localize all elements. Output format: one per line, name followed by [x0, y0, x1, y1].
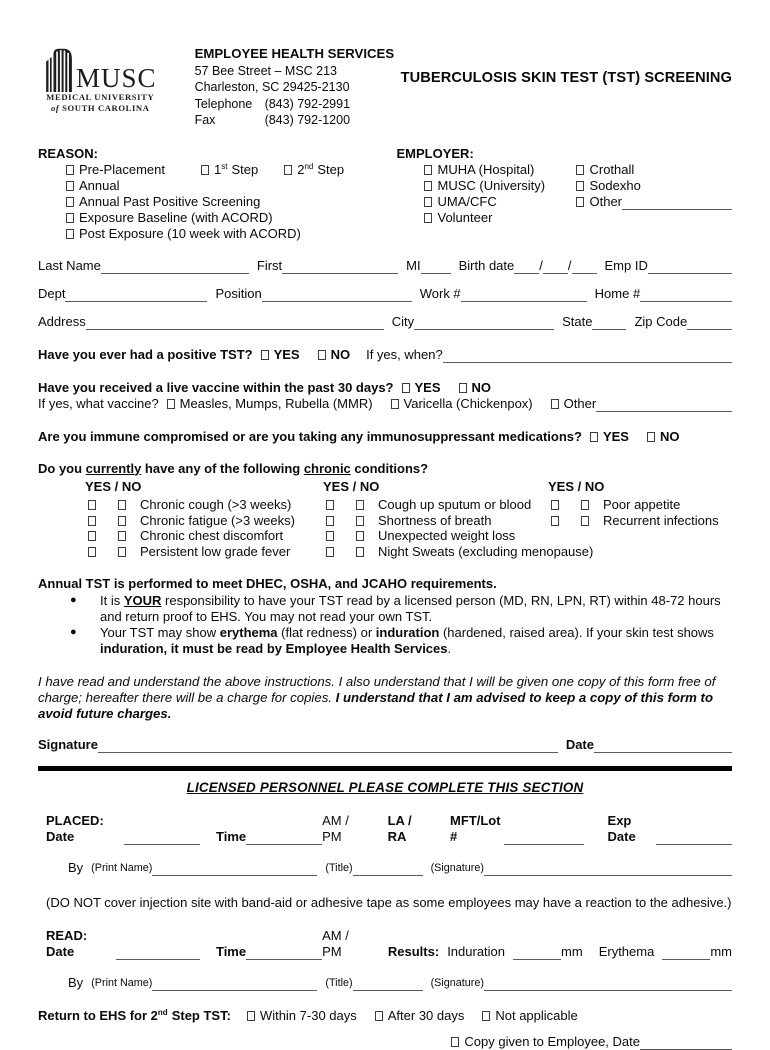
- page-title: TUBERCULOSIS SKIN TEST (TST) SCREENING: [400, 70, 732, 86]
- department-name: EMPLOYEE HEALTH SERVICES: [194, 46, 395, 61]
- checkbox-sputum-yes[interactable]: [326, 500, 334, 510]
- mi-field[interactable]: [421, 259, 451, 274]
- yes-no-header-2: YES / NO: [323, 478, 380, 494]
- checkbox-cough-yes[interactable]: [88, 500, 96, 510]
- checkbox-appetite-yes[interactable]: [551, 500, 559, 510]
- checkbox-fever-yes[interactable]: [88, 547, 96, 557]
- checkbox-mmr[interactable]: [167, 399, 175, 409]
- question-positive-tst: Have you ever had a positive TST? YES NO If yes, when?: [38, 347, 732, 363]
- checkbox-chest-no[interactable]: [118, 531, 126, 541]
- return-row: [38, 1008, 732, 1024]
- option-within-days: Within 7-30 days: [247, 1008, 357, 1024]
- option-musc: MUSC (University): [424, 178, 576, 194]
- bullet-dot-icon: ●: [70, 626, 77, 638]
- option-exposure-baseline: Exposure Baseline (with ACORD): [38, 210, 396, 226]
- checkbox-not-applicable[interactable]: [482, 1011, 490, 1021]
- checkbox-musc[interactable]: [424, 181, 432, 191]
- vaccine-other-field[interactable]: [596, 397, 732, 412]
- checkbox-2nd-step[interactable]: [284, 165, 292, 175]
- checkbox-crothall[interactable]: [576, 165, 584, 175]
- checkbox-fever-no[interactable]: [118, 547, 126, 557]
- conditions-col-2: [323, 478, 594, 560]
- licensed-section-header: [38, 780, 732, 796]
- option-vaccine-no: NO: [459, 380, 492, 396]
- checkbox-post-exposure[interactable]: [66, 229, 74, 239]
- read-by-row: By (Print Name) (Title) (Signature): [38, 975, 732, 991]
- option-muha: MUHA (Hospital): [424, 162, 576, 178]
- checkbox-fatigue-no[interactable]: [118, 516, 126, 526]
- option-positive-no: NO: [318, 347, 351, 363]
- fax-line: Fax (843) 792-1200: [194, 113, 351, 127]
- signature-date-field[interactable]: [594, 738, 732, 753]
- fax-number: (843) 792-1200: [264, 113, 351, 127]
- dept-field[interactable]: [65, 287, 207, 302]
- logo-acronym: MUSC: [76, 63, 157, 93]
- signature-row: Signature Date: [38, 737, 732, 753]
- checkbox-employer-other[interactable]: [576, 197, 584, 207]
- licensed-section-title: LICENSED PERSONNEL PLEASE COMPLETE THIS SECTION: [186, 780, 584, 796]
- checkbox-immune-no[interactable]: [647, 432, 655, 442]
- home-number-field[interactable]: [640, 287, 732, 302]
- form-header: [38, 46, 732, 129]
- requirement-bullet-1: ● It is YOUR responsibility to have your TST read by a licensed person (MD, RN, LPN, RT) within 48-72 hours and return proof to EHS. You may not read your own TST.: [70, 593, 721, 624]
- musc-logo-top: [38, 46, 163, 92]
- yes-no-header-1: YES / NO: [85, 478, 142, 494]
- address-line-1: 57 Bee Street – MSC 213: [194, 63, 338, 78]
- position-field[interactable]: [262, 287, 412, 302]
- condition-row: Unexpected weight loss: [323, 528, 548, 544]
- question-what-vaccine: If yes, what vaccine? Measles, Mumps, Rubella (MMR) Varicella (Chickenpox) Other: [38, 396, 732, 412]
- checkbox-copy-given[interactable]: [451, 1037, 459, 1047]
- read-signature-field[interactable]: [484, 976, 732, 991]
- option-varicella: Varicella (Chickenpox): [391, 396, 533, 412]
- read-print-name-field[interactable]: [152, 976, 317, 991]
- checkbox-pre-placement[interactable]: [66, 165, 74, 175]
- musc-logo: [38, 46, 163, 114]
- checkbox-sweats-yes[interactable]: [326, 547, 334, 557]
- option-immune-yes: YES: [590, 429, 629, 445]
- logo-subtitle-2: of SOUTH CAROLINA: [51, 103, 150, 113]
- checkbox-muha[interactable]: [424, 165, 432, 175]
- birth-day-field[interactable]: [543, 259, 568, 274]
- employer-heading: EMPLOYER:: [396, 145, 474, 161]
- checkbox-varicella[interactable]: [391, 399, 399, 409]
- placed-time-field[interactable]: [246, 830, 322, 845]
- bullet-dot-icon: ●: [70, 594, 77, 606]
- employer-options-col1: [424, 162, 576, 226]
- checkbox-vaccine-no[interactable]: [459, 383, 467, 393]
- conditions-col-1: [85, 479, 323, 560]
- placed-print-name-field[interactable]: [152, 861, 317, 876]
- checkbox-infections-yes[interactable]: [551, 516, 559, 526]
- read-title-field[interactable]: [353, 976, 423, 991]
- exp-date-field[interactable]: [656, 830, 732, 845]
- employer-options-col2: [576, 162, 732, 226]
- employer-options: [396, 162, 732, 226]
- condition-row: Cough up sputum or blood: [323, 497, 548, 513]
- option-immune-no: NO: [647, 429, 680, 445]
- checkbox-positive-no[interactable]: [318, 350, 326, 360]
- question-live-vaccine: Have you received a live vaccine within the past 30 days? YES NO: [38, 379, 492, 395]
- checkbox-breath-yes[interactable]: [326, 516, 334, 526]
- condition-row: Chronic fatigue (>3 weeks): [85, 513, 323, 529]
- city-field[interactable]: [414, 315, 554, 330]
- checkbox-sodexho[interactable]: [576, 181, 584, 191]
- option-mmr: Measles, Mumps, Rubella (MMR): [167, 396, 373, 412]
- checkbox-volunteer[interactable]: [424, 213, 432, 223]
- checkbox-weight-no[interactable]: [356, 531, 364, 541]
- option-vaccine-other: Other: [551, 396, 597, 412]
- reason-heading: REASON:: [38, 145, 98, 161]
- reason-row-1: [38, 162, 396, 178]
- option-1st-step: 1st Step: [201, 162, 258, 178]
- option-after-days: After 30 days: [375, 1008, 465, 1024]
- checkbox-fatigue-yes[interactable]: [88, 516, 96, 526]
- signature-field[interactable]: [98, 738, 558, 753]
- read-row: READ: Date Time AM / PM Results: Induration mm Erythema mm: [46, 928, 732, 960]
- option-annual-past-positive: Annual Past Positive Screening: [38, 194, 396, 210]
- erythema-field[interactable]: [662, 945, 710, 960]
- checkbox-weight-yes[interactable]: [326, 531, 334, 541]
- checkbox-cough-no[interactable]: [118, 500, 126, 510]
- option-employer-other: Other: [576, 194, 732, 210]
- last-name-field[interactable]: [101, 259, 249, 274]
- employer-column: [396, 146, 732, 242]
- condition-row: Chronic cough (>3 weeks): [85, 497, 323, 513]
- requirements-heading: Annual TST is performed to meet DHEC, OSHA, and JCAHO requirements.: [38, 576, 497, 591]
- placed-signature-field[interactable]: [484, 861, 732, 876]
- option-post-exposure: Post Exposure (10 week with ACORD): [38, 226, 396, 242]
- placed-row: PLACED: Date Time AM / PM LA / RA MFT/Lot # Exp Date: [38, 813, 732, 845]
- checkbox-exposure-baseline[interactable]: [66, 213, 74, 223]
- read-date-field[interactable]: [116, 945, 200, 960]
- condition-row: Chronic chest discomfort: [85, 528, 323, 544]
- reason-employer-section: [38, 146, 732, 242]
- yes-no-header-3: YES / NO: [548, 478, 605, 494]
- ehs-address-block: [195, 46, 395, 129]
- option-vaccine-yes: YES: [402, 380, 441, 396]
- acknowledgement-paragraph: I have read and understand the above instructions. I also understand that I will be given one copy of this form free of charge; hereafter there will be a charge for copies. I understand that I am advised to keep a copy of this form to avoid future charges.: [38, 674, 716, 721]
- checkbox-annual-past-positive[interactable]: [66, 197, 74, 207]
- mft-lot-field[interactable]: [504, 830, 584, 845]
- emp-id-field[interactable]: [648, 259, 732, 274]
- first-name-field[interactable]: [282, 259, 398, 274]
- induration-field[interactable]: [513, 945, 561, 960]
- option-positive-yes: YES: [261, 347, 300, 363]
- copy-given-row: [38, 1034, 732, 1050]
- option-2nd-step: 2nd Step: [284, 162, 344, 178]
- requirement-bullet-2: ● Your TST may show erythema (flat redness) or induration (hardened, raised area). If your skin test shows induration, it must be read by Employee Health Services.: [70, 625, 714, 656]
- birth-month-field[interactable]: [514, 259, 539, 274]
- checkbox-sputum-no[interactable]: [356, 500, 364, 510]
- telephone-number: (843) 792-2991: [264, 96, 351, 111]
- placed-title-field[interactable]: [353, 861, 423, 876]
- demographics-row-name: Last Name First MI Birth date / / Emp ID: [38, 258, 732, 274]
- option-pre-placement: Pre-Placement: [66, 162, 165, 178]
- checkbox-infections-no[interactable]: [581, 516, 589, 526]
- option-copy-given: Copy given to Employee, Date: [451, 1034, 640, 1050]
- option-annual: Annual: [38, 178, 396, 194]
- placed-date-field[interactable]: [124, 830, 200, 845]
- checkbox-vaccine-yes[interactable]: [402, 383, 410, 393]
- demographics-row-address: Address City State Zip Code: [38, 314, 732, 330]
- checkbox-immune-yes[interactable]: [590, 432, 598, 442]
- section-divider: [38, 766, 732, 771]
- checkbox-positive-yes[interactable]: [261, 350, 269, 360]
- checkbox-after-days[interactable]: [375, 1011, 383, 1021]
- option-volunteer: Volunteer: [424, 210, 576, 226]
- conditions-col-3: [548, 479, 732, 560]
- demographics-row-dept: Dept Position Work # Home #: [38, 286, 732, 302]
- checkbox-vaccine-other[interactable]: [551, 399, 559, 409]
- read-time-field[interactable]: [246, 945, 322, 960]
- checkbox-uma-cfc[interactable]: [424, 197, 432, 207]
- placed-by-row: By (Print Name) (Title) (Signature): [38, 860, 732, 876]
- condition-row: Poor appetite: [548, 497, 732, 513]
- option-crothall: Crothall: [576, 162, 732, 178]
- work-number-field[interactable]: [461, 287, 587, 302]
- employer-other-field[interactable]: [622, 195, 732, 210]
- reason-column: [38, 146, 396, 242]
- option-sodexho: Sodexho: [576, 178, 732, 194]
- address-field[interactable]: [86, 315, 384, 330]
- condition-row: Shortness of breath: [323, 513, 548, 529]
- condition-row: Recurrent infections: [548, 513, 732, 529]
- option-uma-cfc: UMA/CFC: [424, 194, 576, 210]
- checkbox-breath-no[interactable]: [356, 516, 364, 526]
- birth-year-field[interactable]: [572, 259, 597, 274]
- condition-row: Night Sweats (excluding menopause): [323, 544, 548, 560]
- conditions-columns: [38, 479, 732, 560]
- copy-date-field[interactable]: [640, 1035, 732, 1050]
- address-line-2: Charleston, SC 29425-2130: [194, 80, 350, 94]
- musc-building-icon: [44, 46, 74, 92]
- checkbox-appetite-no[interactable]: [581, 500, 589, 510]
- option-not-applicable: Not applicable: [482, 1008, 577, 1024]
- question-immune: Are you immune compromised or are you taking any immunosuppressant medications? YES NO: [38, 428, 680, 444]
- telephone-line: Telephone (843) 792-2991: [194, 96, 351, 111]
- logo-subtitle-1: MEDICAL UNIVERSITY: [46, 92, 155, 102]
- checkbox-within-days[interactable]: [247, 1011, 255, 1021]
- zip-field[interactable]: [687, 315, 732, 330]
- checkbox-annual[interactable]: [66, 181, 74, 191]
- checkbox-chest-yes[interactable]: [88, 531, 96, 541]
- positive-when-field[interactable]: [443, 348, 732, 363]
- band-aid-note: (DO NOT cover injection site with band-aid or adhesive tape as some employees may have a reaction to the adhesive.): [46, 895, 732, 911]
- return-label: Return to EHS for 2nd Step TST:: [38, 1008, 231, 1024]
- conditions-intro: Do you currently have any of the following chronic conditions?: [38, 460, 429, 476]
- checkbox-sweats-no[interactable]: [356, 547, 364, 557]
- state-field[interactable]: [592, 315, 626, 330]
- condition-row: Persistent low grade fever: [85, 544, 323, 560]
- checkbox-1st-step[interactable]: [201, 165, 209, 175]
